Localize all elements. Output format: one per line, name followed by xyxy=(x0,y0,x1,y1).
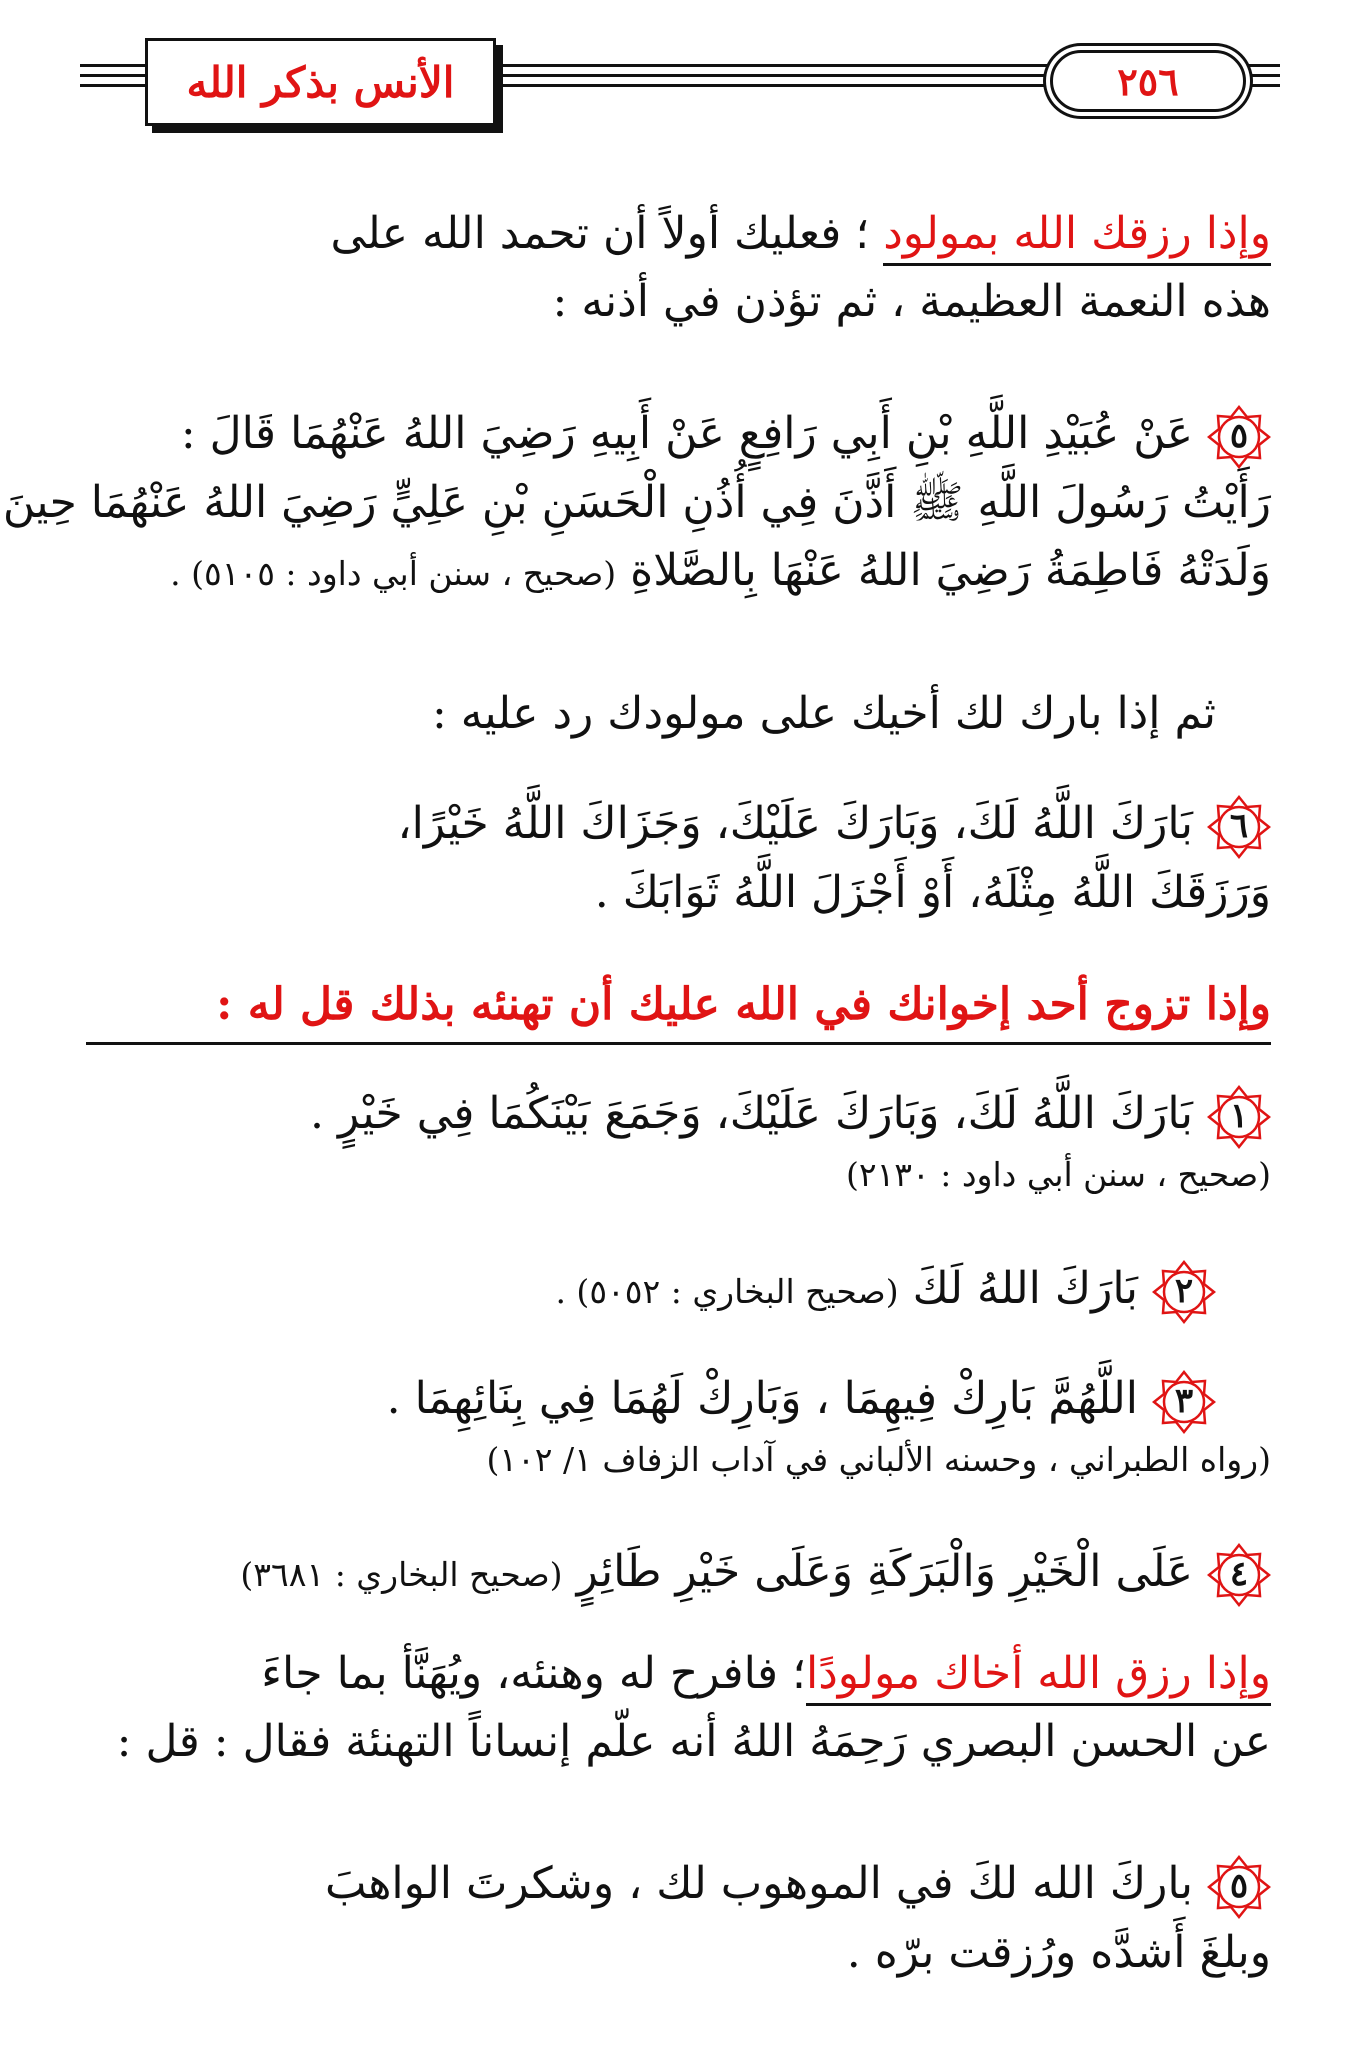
marriage-section xyxy=(86,970,1271,1045)
marriage-item-2-line xyxy=(86,1255,1271,1326)
dua-5b-line-1 xyxy=(86,1850,1271,1919)
dua-5b-line-2: وبلغَ أَشدَّه ورُزقت برّه . xyxy=(846,1926,1271,1978)
ornament-number: ٥ xyxy=(1229,415,1249,456)
marriage-item-3 xyxy=(86,1365,1271,1486)
birth-line-2: عن الحسن البصري رَحِمَهُ اللهُ أنه علّم إنساناً التهنئة فقال : قل : xyxy=(116,1716,1271,1767)
page-number-badge xyxy=(1050,50,1246,112)
intro-line-1 xyxy=(86,200,1271,268)
hadith-5-text-1: عَنْ عُبَيْدِ اللَّهِ بْنِ أَبِي رَافِعٍ عَنْ أَبِيهِ رَضِيَ اللهُ عَنْهُمَا قَالَ : xyxy=(180,408,1193,459)
marriage-item-1 xyxy=(86,1080,1271,1201)
ornament-number: ٢ xyxy=(1174,1270,1194,1311)
marriage-item-2 xyxy=(86,1255,1271,1326)
birth-paragraph xyxy=(86,1640,1271,1776)
birth-line-1-rest: ؛ فافرح له وهنئه، ويُهَنَّأ بما جاءَ xyxy=(261,1648,806,1699)
reply-intro xyxy=(86,680,1271,748)
heading-rule xyxy=(86,1042,1271,1045)
marriage-item-4 xyxy=(86,1538,1271,1609)
birth-red-phrase: وإذا رزق الله أخاك مولودًا xyxy=(806,1648,1271,1706)
intro-red-phrase: وإذا رزقك الله بمولود xyxy=(883,208,1271,266)
marriage-item-4-text: عَلَى الْخَيْرِ وَالْبَرَكَةِ وَعَلَى خَيْرِ طَائِرٍ xyxy=(576,1546,1193,1597)
marriage-item-3-source: (رواه الطبراني ، وحسنه الألباني في آداب الزفاف ١/ ١٠٢) xyxy=(486,1439,1271,1479)
dua-6-line-2: وَرَزَقَكَ اللَّهُ مِثْلَهُ، أَوْ أَجْزَلَ اللَّهُ ثَوَابَكَ . xyxy=(594,866,1271,918)
page-header xyxy=(80,38,1280,138)
dua-6-text-1: بَارَكَ اللَّهُ لَكَ، وَبَارَكَ عَلَيْكَ، وَجَزَاكَ اللَّهُ خَيْرًا، xyxy=(397,798,1193,849)
ornament-number-icon xyxy=(1207,405,1271,469)
marriage-item-2-source: (صحيح البخاري : ٥٠٥٢) . xyxy=(555,1272,899,1311)
intro-line-1-rest: ؛ فعليك أولاً أن تحمد الله على xyxy=(330,208,884,259)
dua-5b-text-1: باركَ الله لكَ في الموهوب لك ، وشكرتَ الواهبَ xyxy=(325,1858,1193,1909)
ornament-number-icon xyxy=(1152,1370,1216,1434)
birth-line-1 xyxy=(86,1640,1271,1708)
ornament-number: ٥ xyxy=(1229,1865,1249,1906)
marriage-item-1-line xyxy=(86,1080,1271,1149)
hadith-5-line-1 xyxy=(86,400,1271,469)
ornament-number-icon xyxy=(1207,1855,1271,1919)
marriage-item-4-line xyxy=(86,1538,1271,1609)
ornament-number: ٣ xyxy=(1174,1380,1194,1421)
ornament-number-icon xyxy=(1207,795,1271,859)
ornament-number-icon xyxy=(1207,1085,1271,1149)
marriage-item-2-text: بَارَكَ اللهُ لَكَ xyxy=(912,1263,1138,1314)
dua-6 xyxy=(86,790,1271,927)
hadith-5-line-2: رَأَيْتُ رَسُولَ اللَّهِ ﷺ أَذَّنَ فِي أُذُنِ الْحَسَنِ بْنِ عَلِيٍّ رَضِيَ اللهُ عَنْهُمَا حِينَ xyxy=(2,476,1271,528)
page-number: ٢٥٦ xyxy=(1117,58,1179,104)
book-title: الأنس بذكر الله xyxy=(186,57,455,107)
marriage-item-1-text: بَارَكَ اللَّهُ لَكَ، وَبَارَكَ عَلَيْكَ، وَجَمَعَ بَيْنَكُمَا فِي خَيْرٍ . xyxy=(309,1088,1193,1139)
marriage-item-4-source: (صحيح البخاري : ٣٦٨١) xyxy=(240,1555,563,1594)
dua-5b xyxy=(86,1850,1271,1987)
ornament-number: ٤ xyxy=(1229,1553,1249,1594)
book-title-box xyxy=(145,38,496,126)
marriage-item-3-text: اللَّهُمَّ بَارِكْ فِيهِمَا ، وَبَارِكْ لَهُمَا فِي بِنَائِهِمَا . xyxy=(386,1373,1138,1424)
hadith-5-text-3: وَلَدَتْهُ فَاطِمَةُ رَضِيَ اللهُ عَنْهَا بِالصَّلاةِ xyxy=(630,544,1271,596)
intro-line-2: هذه النعمة العظيمة ، ثم تؤذن في أذنه : xyxy=(552,276,1271,327)
hadith-5 xyxy=(2,400,1271,608)
marriage-item-3-line xyxy=(86,1365,1271,1434)
ornament-number: ١ xyxy=(1229,1095,1249,1136)
marriage-heading: وإذا تزوج أحد إخوانك في الله عليك أن تهنئه بذلك قل له : xyxy=(216,979,1271,1030)
hadith-5-line-3 xyxy=(86,537,1271,608)
intro-paragraph xyxy=(86,200,1271,336)
reply-intro-line: ثم إذا بارك لك أخيك على مولودك رد عليه : xyxy=(431,688,1216,739)
ornament-number-icon xyxy=(1152,1260,1216,1324)
marriage-item-1-source: (صحيح ، سنن أبي داود : ٢١٣٠) xyxy=(845,1154,1271,1194)
dua-6-line-1 xyxy=(86,790,1271,859)
ornament-number-icon xyxy=(1207,1543,1271,1607)
ornament-number: ٦ xyxy=(1229,805,1249,846)
hadith-5-source: (صحيح ، سنن أبي داود : ٥١٠٥) . xyxy=(170,553,617,593)
